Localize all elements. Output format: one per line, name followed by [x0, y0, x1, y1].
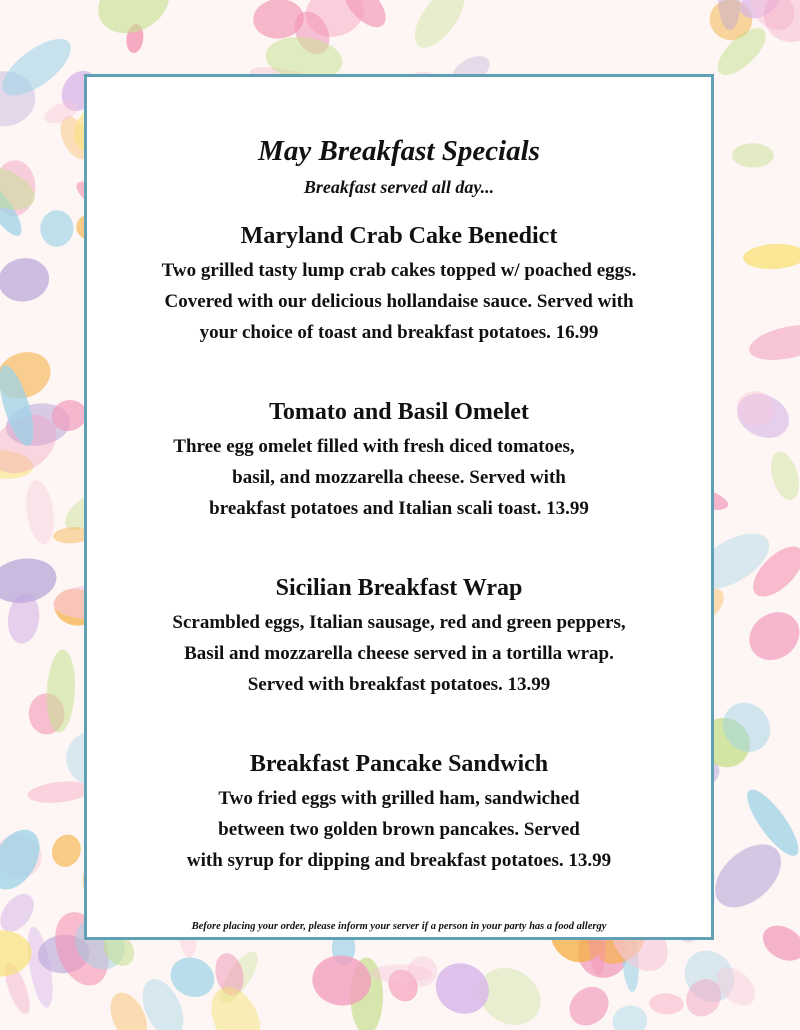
watercolor-blotch: [0, 554, 60, 608]
watercolor-blotch: [610, 1003, 650, 1030]
menu-item: [87, 399, 711, 524]
watercolor-blotch: [426, 954, 498, 1024]
menu-item-description-line: Two grilled tasty lump crab cakes topped w/ poached eggs.: [161, 260, 637, 281]
menu-subtitle: Breakfast served all day...: [303, 177, 495, 197]
menu-item-description-line: your choice of toast and breakfast potatoes. 16.99: [199, 322, 599, 343]
watercolor-blotch: [0, 821, 50, 898]
menu-item-description-line: Scrambled eggs, Italian sausage, red and green peppers,: [172, 612, 626, 633]
menu-item-description-line: breakfast potatoes and Italian scali toast. 13.99: [209, 498, 589, 519]
menu-item-description-line: between two golden brown pancakes. Served: [218, 819, 580, 840]
menu-item-description-line: Covered with our delicious hollandaise sauce. Served with: [164, 291, 634, 312]
menu-item-name: Tomato and Basil Omelet: [269, 399, 529, 425]
watercolor-blotch: [649, 993, 685, 1016]
menu-item-name: Maryland Crab Cake Benedict: [240, 223, 558, 249]
watercolor-blotch: [405, 0, 474, 56]
menu-item-name: Breakfast Pancake Sandwich: [249, 751, 549, 777]
menu-item-name: Sicilian Breakfast Wrap: [275, 575, 523, 601]
watercolor-blotch: [732, 143, 774, 168]
menu-item-description-line: Served with breakfast potatoes. 13.99: [247, 674, 551, 695]
watercolor-blotch: [746, 319, 800, 366]
menu-item-description-line: Basil and mozzarella cheese served in a tortilla wrap.: [184, 643, 614, 664]
watercolor-blotch: [23, 478, 58, 545]
watercolor-blotch: [47, 830, 85, 871]
watercolor-blotch: [0, 929, 33, 978]
watercolor-blotch: [0, 254, 53, 305]
watercolor-blotch: [562, 979, 617, 1030]
menu-item: [87, 575, 711, 700]
menu-item: [87, 223, 711, 348]
watercolor-blotch: [370, 965, 432, 983]
menu-title: May Breakfast Specials: [258, 135, 540, 167]
menu-item: [87, 751, 711, 876]
allergy-notice: Before placing your order, please inform your server if a person in your party has a food allergy: [191, 921, 607, 932]
watercolor-blotch: [740, 602, 800, 670]
menu-panel: [84, 74, 714, 940]
menu-item-description-line: Three egg omelet filled with fresh diced tomatoes,: [173, 436, 575, 457]
menu-item-description-line: basil, and mozzarella cheese. Served with: [232, 467, 566, 488]
watercolor-blotch: [742, 242, 800, 270]
watercolor-blotch: [756, 918, 800, 967]
menu-item-description-line: with syrup for dipping and breakfast potatoes. 13.99: [186, 850, 612, 871]
watercolor-blotch: [766, 448, 800, 503]
menu-item-description-line: Two fried eggs with grilled ham, sandwiched: [218, 788, 580, 809]
watercolor-blotch: [40, 210, 74, 248]
